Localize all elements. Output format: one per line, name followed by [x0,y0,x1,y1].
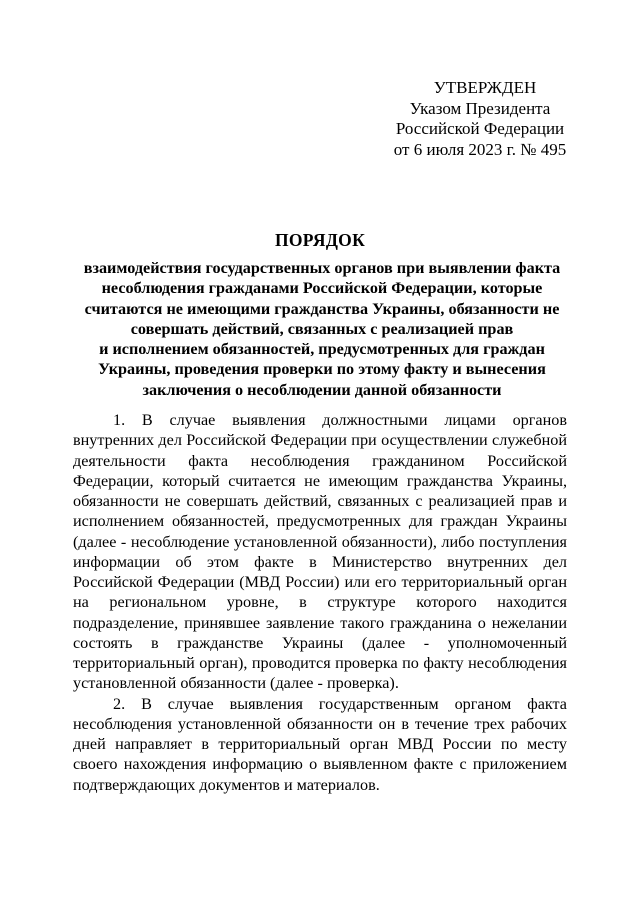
text-line: подтверждающих документов и материалов. [73,775,380,794]
text-line: несоблюдения установленной обязанности он в течение трех рабочих [73,714,567,733]
subtitle-line: и исполнением обязанностей, предусмотренных для граждан [99,340,545,359]
text-line: информации об этом факте в Министерство внутренних дел [73,552,567,571]
text-line: 1. В случае выявления должностными лицами органов [113,411,567,429]
document-body [73,410,567,795]
text-line: обязанности не совершать действий, связанных с реализацией прав и [73,492,567,510]
text-line: Российской Федерации (МВД России) или его территориальный орган [73,573,567,591]
text-line: исполнением обязанностей, предусмотренных для граждан Украины [73,512,567,531]
text-line: на региональном уровне, в структуре которого находится [73,593,567,612]
approval-stamp [360,78,600,160]
text-line: своего нахождения информацию о выявленном факте с приложением [73,755,567,774]
text-line: дней направляет в территориальный орган МВД России по месту [73,735,567,753]
approval-date-number: от 6 июля 2023 г. № 495 [393,139,567,159]
text-line: подразделение, принявшее заявление такого гражданина о нежелании [73,613,567,632]
text-line: внутренних дел Российской Федерации при осуществлении служебной [73,431,567,450]
approval-country: Российской Федерации [395,119,565,138]
text-line: Федерации, который считается не имеющим гражданства Украины, [73,471,567,490]
text-line: установленной обязанности (далее - проверка). [73,674,399,693]
approval-authority: Указом Президента [409,98,551,118]
text-line: (далее - несоблюдение установленной обязанности), либо поступления [73,532,567,551]
document-subtitle [62,258,582,400]
subtitle-line: заключения о несоблюдении данной обязанности [142,380,502,399]
text-line: территориальный орган), проводится проверка по факту несоблюдения [73,654,567,672]
text-line: деятельности факта несоблюдения гражданином Российской [73,451,567,470]
subtitle-line: совершать действий, связанных с реализацией прав [130,319,514,338]
paragraph-1 [73,410,567,694]
text-line: 2. В случае выявления государственным органом факта [113,694,567,713]
subtitle-line: несоблюдения гражданами Российской Федерации, которые [101,279,543,298]
approval-heading: УТВЕРЖДЕН [433,78,537,97]
subtitle-line: взаимодействия государственных органов при выявлении факта [83,259,561,277]
document-title: ПОРЯДОК [274,230,366,250]
text-line: состоять в гражданстве Украины (далее - уполномоченный [73,633,567,652]
subtitle-line: Украины, проведения проверки по этому факту и вынесения [98,360,546,379]
paragraph-2 [73,694,567,795]
subtitle-line: считаются не имеющими гражданства Украины, обязанности не [84,299,560,318]
